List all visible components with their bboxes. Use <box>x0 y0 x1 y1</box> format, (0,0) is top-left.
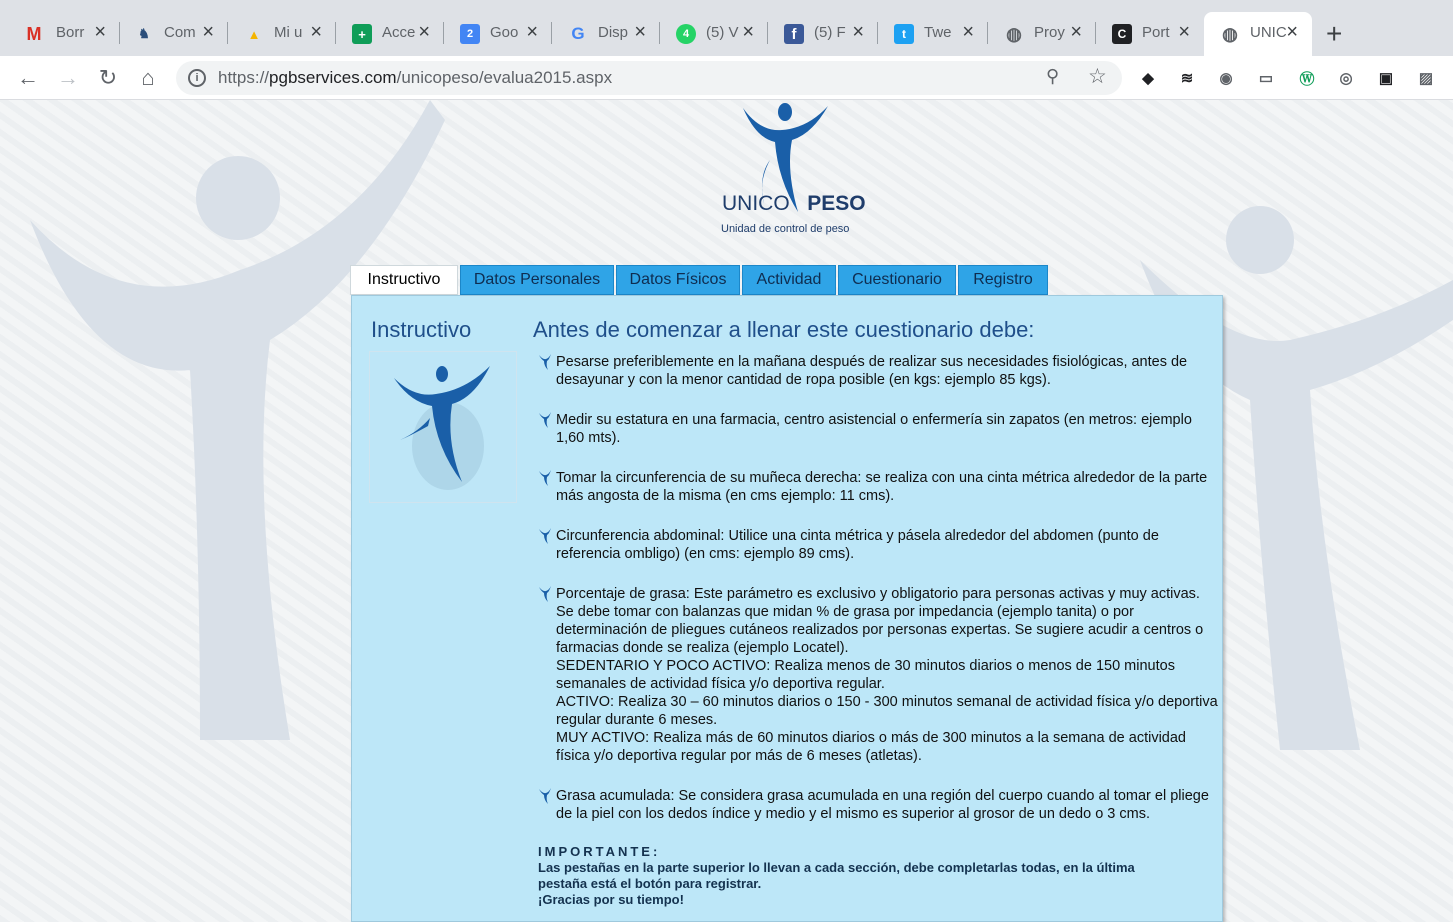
unicopeso-logo-figure <box>700 100 870 240</box>
tab-actividad[interactable]: Actividad <box>742 265 836 295</box>
url-host: pgbservices.com <box>269 68 397 87</box>
close-tab-icon[interactable]: × <box>852 21 864 43</box>
instruction-text: Pesarse preferiblemente en la mañana después de realizar sus necesidades fisiológicas, antes de desayunar y con la menor cantidad de ropa posible (en kgs: ejemplo 85 kgs). <box>556 354 1188 388</box>
browser-tab[interactable] <box>444 14 552 52</box>
background-figure-left <box>0 120 380 740</box>
close-tab-icon[interactable]: × <box>634 21 646 43</box>
browser-tab-label: Proy <box>1034 24 1065 41</box>
browser-tab[interactable] <box>878 14 988 52</box>
zoom-icon[interactable]: ⚲ <box>1046 66 1060 86</box>
browser-tab-label: UNIC <box>1250 24 1287 41</box>
figure-bullet-icon <box>538 411 552 429</box>
instruction-text-group <box>556 585 1218 765</box>
globe-icon: ◍ <box>1222 23 1238 44</box>
important-line: Las pestañas en la parte superior lo llevan a cada sección, debe completarlas todas, en la última <box>538 860 1135 875</box>
browser-tab-label: Acce <box>382 24 416 41</box>
tab-registro[interactable]: Registro <box>958 265 1048 295</box>
activity-level-very-active: MUY ACTIVO: Realiza más de 60 minutos diarios o más de 300 minutos a la semana de actividad física y/o deportiva regular por más de 6 meses (atletas). <box>556 730 1186 764</box>
logo-brand-right: PESO <box>807 192 866 215</box>
photo-icon[interactable]: ▨ <box>1418 70 1434 87</box>
close-tab-icon[interactable]: × <box>1070 21 1082 43</box>
side-title: Instructivo <box>371 317 472 342</box>
browser-tab[interactable] <box>552 14 660 52</box>
home-icon[interactable]: ⌂ <box>141 65 155 90</box>
twitter-icon: t <box>894 24 914 44</box>
screen-icon[interactable]: ▣ <box>1378 70 1394 87</box>
bookmark-star-icon[interactable]: ☆ <box>1088 65 1107 88</box>
close-tab-icon[interactable]: × <box>1178 21 1190 43</box>
close-tab-icon[interactable]: × <box>962 21 974 43</box>
url-path: /unicopeso/evalua2015.aspx <box>396 68 613 87</box>
owl-icon[interactable]: ◆ <box>1142 70 1154 87</box>
close-tab-icon[interactable]: × <box>94 21 106 43</box>
close-tab-icon[interactable]: × <box>418 21 430 43</box>
portfolio-icon: C <box>1112 24 1132 44</box>
display-icon[interactable]: ▭ <box>1258 70 1274 87</box>
facebook-icon: f <box>784 24 804 44</box>
important-note <box>538 844 1218 908</box>
close-tab-icon[interactable]: × <box>742 21 754 43</box>
browser-tab-label: Com <box>164 24 196 41</box>
important-line: ¡Gracias por su tiempo! <box>538 892 684 907</box>
instruction-text: Medir su estatura en una farmacia, centro asistencial o enfermería sin zapatos (en metros: ejemplo 1,60 mts). <box>556 412 1192 446</box>
instruction-text: Porcentaje de grasa: Este parámetro es exclusivo y obligatorio para personas activas y muy activas. Se debe tomar con balanzas que midan % de grasa por impedancia (ejemplo tanita) o por determinación de pliegues cutáneos realizados por personas expertas. Se sugiere acudir a centros o farmacias donde se realiza (ejemplo Locatel). <box>556 586 1204 656</box>
important-line: pestaña está el botón para registrar. <box>538 876 762 891</box>
activity-level-sedentary: SEDENTARIO Y POCO ACTIVO: Realiza menos de 30 minutos diarios o menos de 150 minutos semanales de actividad física y/o deportiva regular. <box>556 658 1175 692</box>
browser-tab-label: Mi u <box>274 24 303 41</box>
browser-tab-label: Disp <box>598 24 629 41</box>
web-page <box>0 100 1453 922</box>
back-icon[interactable]: ← <box>17 65 39 90</box>
figure-bullet-icon <box>538 353 552 371</box>
browser-toolbar <box>0 56 1453 100</box>
browser-tab[interactable] <box>1096 14 1204 52</box>
main-title: Antes de comenzar a llenar este cuestionario debe: <box>533 317 1035 342</box>
browser-tab-active[interactable] <box>1204 12 1312 56</box>
browser-tab-label: (5) F <box>814 24 846 41</box>
close-tab-icon[interactable]: × <box>310 21 322 43</box>
close-tab-icon[interactable]: × <box>202 21 214 43</box>
tab-cuestionario[interactable]: Cuestionario <box>838 265 956 295</box>
figure-bullet-icon <box>538 787 552 805</box>
forward-icon[interactable]: → <box>57 65 79 90</box>
browser-tab[interactable] <box>228 14 336 52</box>
url-scheme: https:// <box>218 68 270 87</box>
browser-tab-label: Port <box>1142 24 1170 41</box>
instruction-text: Circunferencia abdominal: Utilice una cinta métrica y pásela alrededor del abdomen (punto de referencia ombligo) (en cms: ejemplo 89 cms). <box>556 528 1159 562</box>
close-tab-icon[interactable]: × <box>1286 21 1298 43</box>
instruction-text: Tomar la circunferencia de su muñeca derecha: se realiza con una cinta métrica alrededor de la parte más angosta de la misma (en cms ejemplo: 11 cms). <box>556 470 1208 504</box>
browser-tab-label: (5) V <box>706 24 739 41</box>
side-figure-image <box>369 351 517 503</box>
important-heading: IMPORTANTE: <box>538 844 661 859</box>
instruction-text: Grasa acumulada: Se considera grasa acumulada en una región del cuerpo cuando al tomar el pliege de la piel con los dedos índice y medio y el mismo es superior al grosor de un dedo o 3 cms. <box>556 788 1209 822</box>
logo-brand-left: UNICO <box>722 192 790 215</box>
plus-icon: + <box>352 24 372 44</box>
url-text[interactable] <box>218 68 612 88</box>
address-bar[interactable] <box>176 61 1122 95</box>
drive-icon: ▲ <box>247 26 261 42</box>
browser-tab-strip <box>0 0 1453 56</box>
browser-tab-label: Borr <box>56 24 85 41</box>
camera-icon[interactable]: ◉ <box>1219 70 1233 87</box>
figure-bullet-icon <box>538 527 552 545</box>
browser-tab[interactable] <box>768 14 878 52</box>
new-tab-button[interactable]: + <box>1326 18 1343 49</box>
figure-bullet-icon <box>538 585 552 603</box>
tab-datos-personales[interactable]: Datos Personales <box>460 265 614 295</box>
browser-tab[interactable] <box>336 14 444 52</box>
figure-bullet-icon <box>538 469 552 487</box>
close-tab-icon[interactable]: × <box>526 21 538 43</box>
reload-icon[interactable]: ↻ <box>98 65 118 90</box>
tab-datos-fisicos[interactable]: Datos Físicos <box>616 265 740 295</box>
gmail-icon: M <box>26 23 42 44</box>
buffer-icon[interactable]: ≋ <box>1180 70 1194 87</box>
browser-tab-label: Goo <box>490 24 519 41</box>
instructions-panel <box>351 295 1223 922</box>
browser-tab[interactable] <box>988 14 1096 52</box>
browser-tab[interactable] <box>660 14 768 52</box>
user-icon: ♞ <box>138 26 150 41</box>
calendar-icon: 2 <box>460 24 480 44</box>
globe-icon: ◍ <box>1006 23 1022 44</box>
browser-tab-label: Twe <box>924 24 952 41</box>
figure-icon <box>370 352 518 504</box>
wordpress-icon[interactable]: Ⓦ <box>1299 70 1315 88</box>
tab-instructivo[interactable]: Instructivo <box>350 265 458 295</box>
dribbble-icon[interactable]: ◎ <box>1339 70 1353 87</box>
whatsapp-icon: 4 <box>676 24 696 44</box>
logo-tagline: Unidad de control de peso <box>721 223 850 235</box>
browser-tab[interactable] <box>118 14 228 52</box>
activity-level-active: ACTIVO: Realiza 30 – 60 minutos diarios o 150 - 300 minutos semanal de actividad física y/o deportiva regular durante 6 meses. <box>556 694 1218 728</box>
google-icon: G <box>571 24 585 43</box>
logo-wordmark <box>722 192 866 216</box>
browser-tab[interactable] <box>0 14 120 52</box>
site-info-icon[interactable]: i <box>188 69 206 87</box>
